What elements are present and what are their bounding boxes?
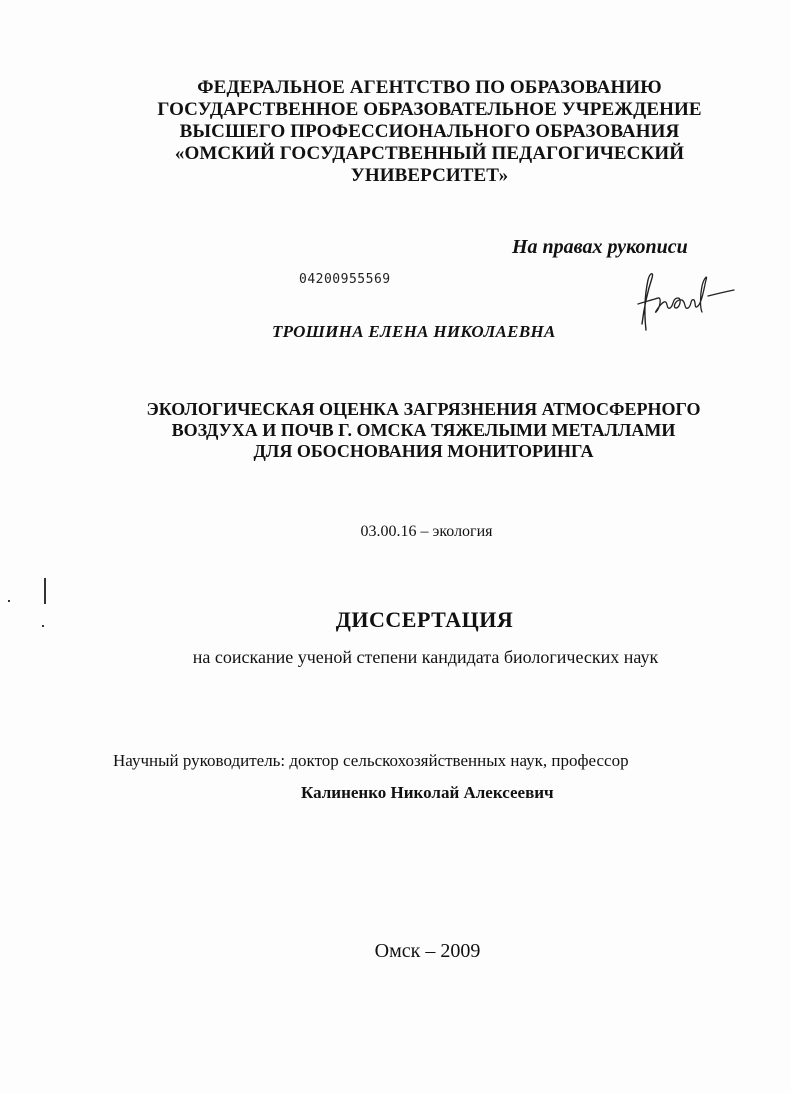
org-line-5: УНИВЕРСИТЕТ» (350, 165, 509, 186)
title-line-2: ВОЗДУХА И ПОЧВ Г. ОМСКА ТЯЖЕЛЫМИ МЕТАЛЛАМИ (171, 420, 676, 440)
catalog-code: 04200955569 (299, 272, 391, 287)
scan-margin-dot (42, 625, 44, 627)
org-line-1: ФЕДЕРАЛЬНОЕ АГЕНТСТВО ПО ОБРАЗОВАНИЮ (197, 77, 662, 98)
rights-note: На правах рукописи (512, 236, 688, 258)
specialty-code: 03.00.16 – экология (360, 523, 493, 540)
document-type: ДИССЕРТАЦИЯ (335, 607, 514, 632)
author-name: ТРОШИНА ЕЛЕНА НИКОЛАЕВНА (272, 322, 556, 341)
org-line-4: «ОМСКИЙ ГОСУДАРСТВЕННЫЙ ПЕДАГОГИЧЕСКИЙ (174, 143, 685, 164)
dissertation-title (28, 399, 791, 462)
handwritten-signature (630, 268, 740, 338)
org-line-2: ГОСУДАРСТВЕННОЕ ОБРАЗОВАТЕЛЬНОЕ УЧРЕЖДЕНИЕ (157, 99, 702, 120)
supervisor-name: Калиненко Николай Алексеевич (301, 783, 554, 802)
organization-header (34, 77, 791, 187)
title-line-3: ДЛЯ ОБОСНОВАНИЯ МОНИТОРИНГА (253, 441, 594, 461)
scan-margin-dot (8, 600, 10, 602)
supervisor-label: Научный руководитель: доктор сельскохозяйственных наук, профессор (113, 751, 629, 770)
org-line-3: ВЫСШЕГО ПРОФЕССИОНАЛЬНОГО ОБРАЗОВАНИЯ (179, 121, 680, 142)
city-year: Омск – 2009 (374, 940, 481, 962)
title-line-1: ЭКОЛОГИЧЕСКАЯ ОЦЕНКА ЗАГРЯЗНЕНИЯ АТМОСФЕРНОГО (146, 399, 701, 419)
degree-line: на соискание ученой степени кандидата биологических наук (192, 647, 659, 667)
scan-margin-mark (44, 578, 46, 604)
